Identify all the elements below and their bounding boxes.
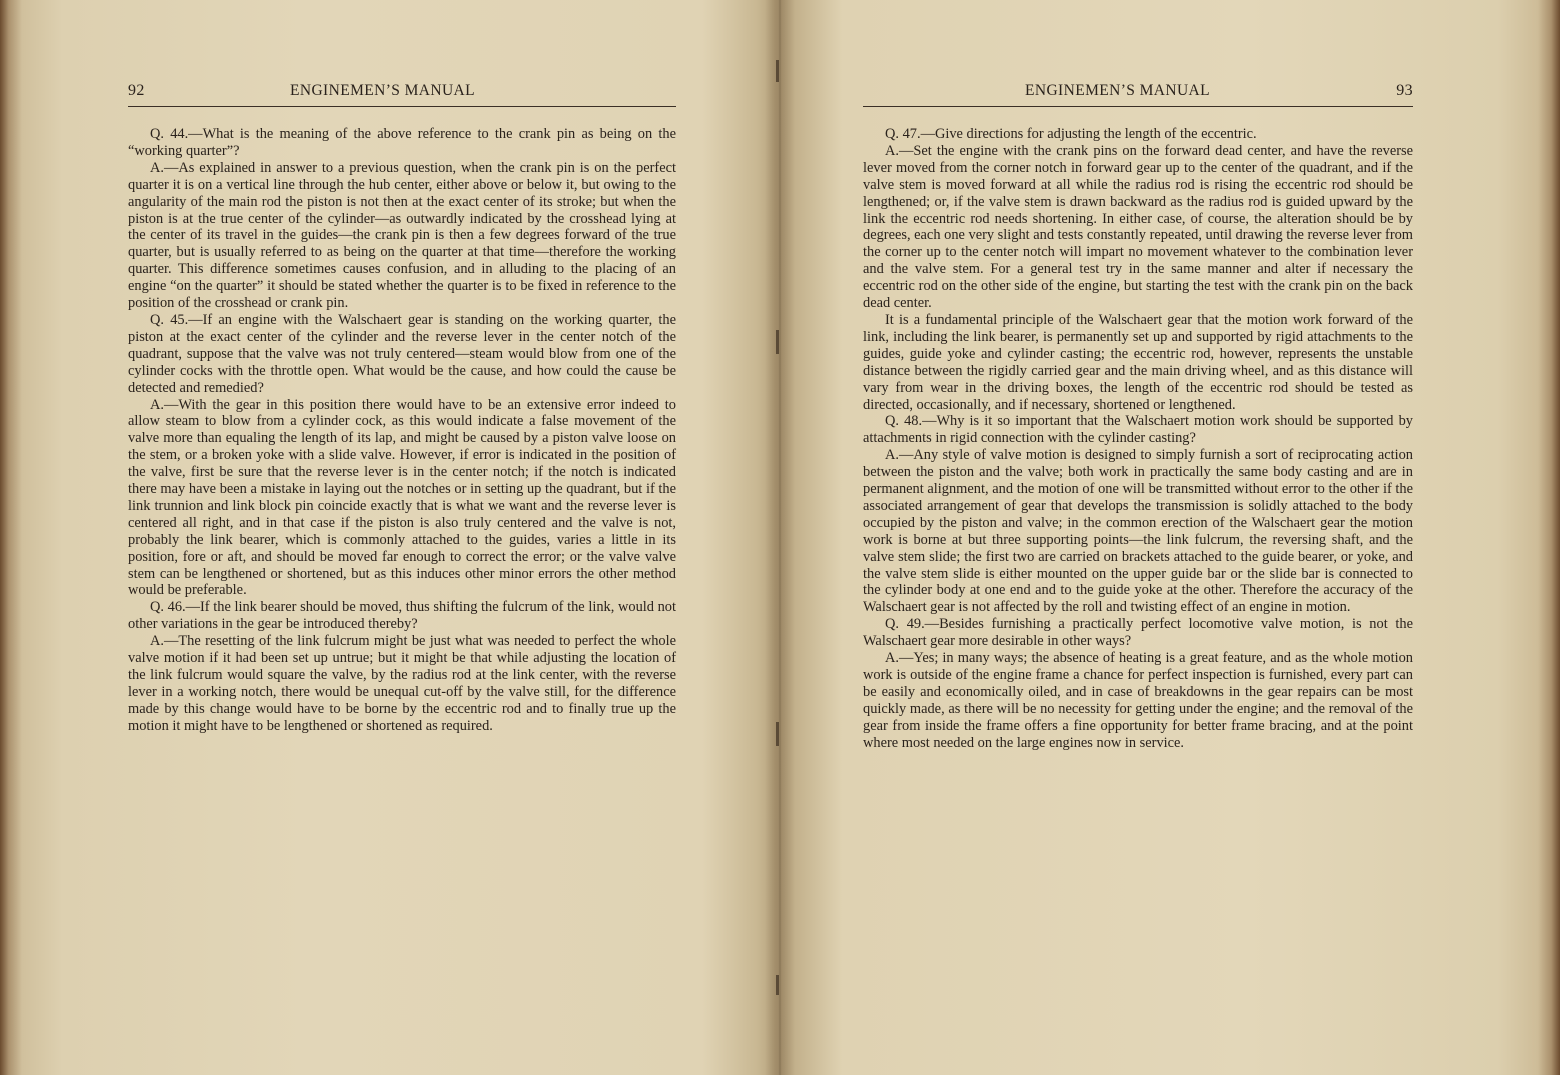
running-header — [128, 82, 676, 106]
right-page — [785, 0, 1560, 1075]
paragraph: A.—As explained in answer to a previous question, when the crank pin is on the perfect quarter it is on a vertical line through the hub center, either above or below it, but owing to the angularity of the main rod the piston is not then at the exact center of its stroke; but when the piston is at the true center of the cylinder—as outwardly indicated by the crosshead lying at the center of its travel in the guides—the crank pin is then a few degrees forward of the true quarter, but is usually referred to as being on the quarter at that time—therefore the working quarter. This difference sometimes causes confusion, and in alluding to the placing of an engine “on the quarter” it should be stated whether the quarter is to be fixed in reference to the position of the crosshead or crank pin. — [128, 159, 676, 312]
header-rule — [863, 106, 1413, 107]
paragraph: Q. 49.—Besides furnishing a practically perfect locomotive valve motion, is not the Walschaert gear more desirable in other ways? — [863, 616, 1413, 650]
page-number: 92 — [128, 82, 145, 99]
binding-thread — [776, 60, 779, 82]
header-rule — [128, 106, 676, 107]
paragraph: A.—The resetting of the link fulcrum might be just what was needed to perfect the whole valve motion if it had been set up untrue; but it might be that while adjusting the location of the link fulcrum would square the valve, by the radius rod at the link center, with the reverse lever in a working notch, there would be unequal cut-off by the valve still, for the difference made by this change would have to be borne by the eccentric rod and to finally true up the motion it might have to be lengthened or shortened as required. — [128, 633, 676, 734]
paragraph: A.—Any style of valve motion is designed to simply furnish a sort of reciprocating action between the piston and the valve; both work in practically the same body casting and are in permanent alignment, and the motion of one will be transmitted without error to the other if the associated arrangement of gear that develops the transmission is solidly attached to the body occupied by the piston and valve; in the common erection of the Walschaert gear the motion work is borne at but three supporting points—the link fulcrum, the reversing shaft, and the valve stem slide; the first two are carried on brackets attached to the guide bearer, or yoke, and the valve stem slide is either mounted on the upper guide bar or the slide bar is connected to the cylinder body at one end and to the guide yoke at the other. Therefore the accuracy of the Walschaert gear is not affected by the roll and twisting effect of an engine in motion. — [863, 447, 1413, 616]
page-number: 93 — [1396, 82, 1413, 99]
paragraph: Q. 46.—If the link bearer should be moved, thus shifting the fulcrum of the link, would not other variations in the gear be introduced thereby? — [128, 599, 676, 633]
left-page — [0, 0, 775, 1075]
paragraph: Q. 45.—If an engine with the Walschaert gear is standing on the working quarter, the piston at the exact center of the cylinder and the reverse lever in the center notch of the quadrant, suppose that the valve was not truly centered—steam would blow from one of the cylinder cocks with the throttle open. What would be the cause, and how could the cause be detected and remedied? — [128, 311, 676, 396]
running-head-title: ENGINEMEN’S MANUAL — [1025, 82, 1211, 99]
paragraph: Q. 44.—What is the meaning of the above reference to the crank pin as being on the “working quarter”? — [128, 126, 676, 159]
paragraph: A.—With the gear in this position there would have to be an extensive error indeed to allow steam to blow from a cylinder cock, as this would indicate a false movement of the valve more than equaling the length of its lap, and might be caused by a piston valve loose on the stem, or a broken yoke with a slide valve. However, if error is indicated in the position of the valve, first be sure that the reverse lever is in the center notch; if the notch is indicated there may have been a mistake in laying out the notches or in setting up the quadrant, but if the link trunnion and link block pin coincide exactly that is what we want and the reverse lever is centered all right, and in that case if the piston is also truly centered and the valve is not, probably the link bearer, which is commonly attached to the guides, varies a little in its position, fore or aft, and should be moved far enough to correct the error; or the valve valve stem can be lengthened or shortened, but as this induces other minor errors the other method would be preferable. — [128, 396, 676, 599]
running-header — [863, 82, 1413, 106]
paragraph: Q. 48.—Why is it so important that the Walschaert motion work should be supported by attachments in rigid connection with the cylinder casting? — [863, 413, 1413, 447]
page-body — [863, 126, 1413, 752]
binding-thread — [776, 722, 779, 746]
binding-thread — [776, 330, 779, 354]
binding-thread — [776, 975, 779, 995]
paragraph: Q. 47.—Give directions for adjusting the length of the eccentric. — [885, 126, 1257, 142]
paragraph: It is a fundamental principle of the Walschaert gear that the motion work forward of the link, including the link bearer, is permanently set up and supported by rigid attachments to the guides, guide yoke and cylinder casting; the eccentric rod, however, represents the unstable distance between the rigidly carried gear and the main driving wheel, and as this distance will vary from wear in the driving boxes, the length of the eccentric rod should be tested as directed, occasionally, and if necessary, shortened or lengthened. — [863, 311, 1413, 413]
paragraph: A.—Set the engine with the crank pins on the forward dead center, and have the reverse lever moved from the corner notch in forward gear up to the center of the quadrant, and if the valve stem is moved forward at all while the radius rod is rising the eccentric rod should be lengthened; or, if the valve stem is drawn backward as the radius rod is guided upward by the link the eccentric rod needs shortening. In either case, of course, the alteration should be by degrees, each one very slight and tests constantly repeated, until drawing the reverse lever from the corner up to the center notch will impart no movement whatever to the combination lever and the valve stem. For a general test try in the same manner and alter if necessary the eccentric rod on the other side of the engine, but starting the test with the crank pin on the back dead center. — [863, 142, 1413, 312]
running-head-title: ENGINEMEN’S MANUAL — [290, 82, 476, 99]
paragraph: A.—Yes; in many ways; the absence of heating is a great feature, and as the whole motion work is outside of the engine frame a chance for perfect inspection is furnished, every part can be easily and economically oiled, and in case of breakdowns in the gear repairs can be most quickly made, as there will be no necessity for getting under the engine; and the removal of the gear from inside the frame offers a fine opportunity for better frame bracing, and at the point where most needed on the large engines now in service. — [863, 650, 1413, 751]
page-body — [128, 126, 676, 735]
